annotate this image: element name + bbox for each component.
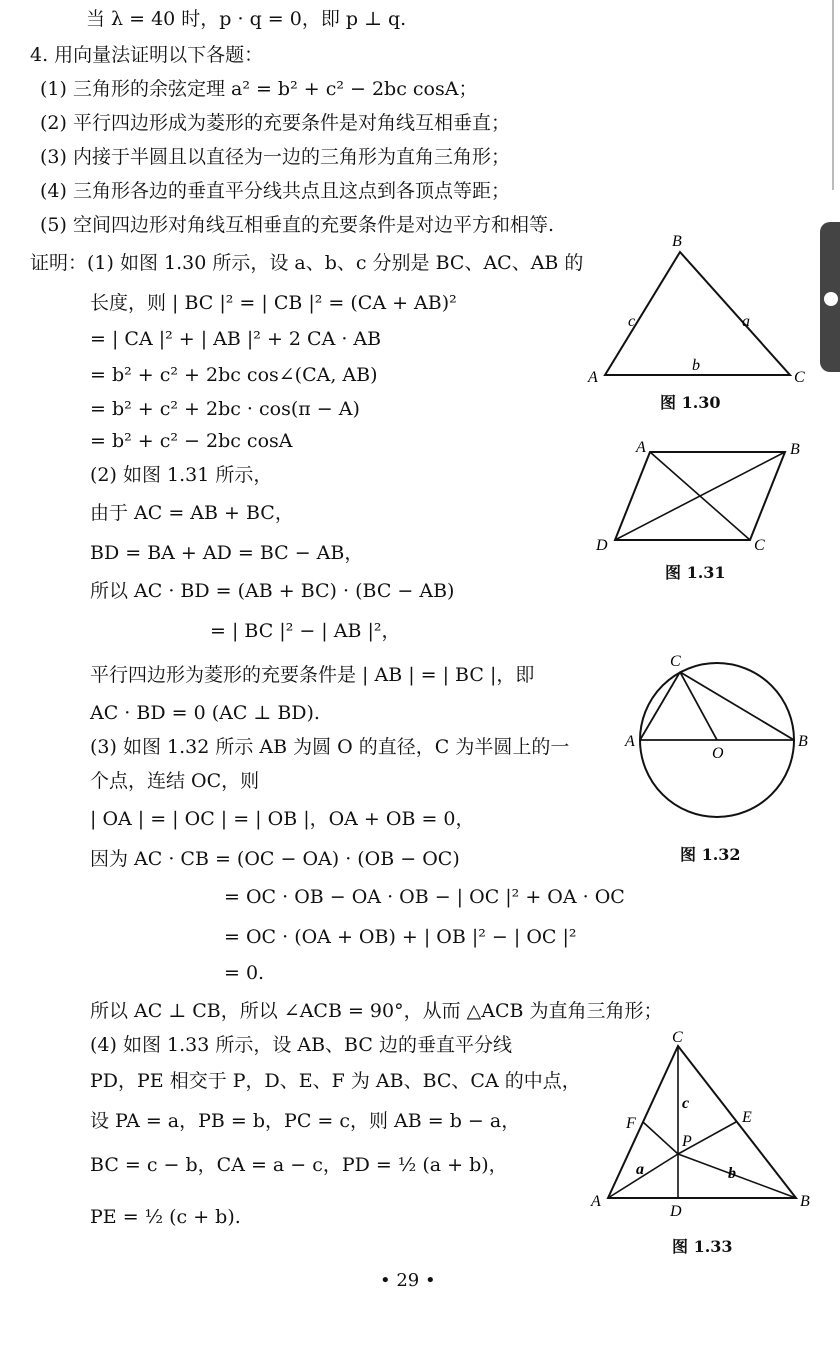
figure-1-33 [586,1028,816,1218]
proof-line-6: = b² + c² − 2bc cosA [90,430,293,452]
label-vec-b: b [728,1165,736,1182]
figure-1-31-caption: 图 1.31 [665,563,726,582]
proof-line-22: (4) 如图 1.33 所示，设 AB、BC 边的垂直平分线 [90,1034,512,1056]
figure-1-32 [622,650,822,840]
problem-item-2: (2) 平行四边形成为菱形的充要条件是对角线互相垂直； [40,112,510,134]
label-D: D [596,537,608,554]
label-A: A [588,369,598,386]
label-B: B [798,733,808,750]
proof-line-24: 设 PA = a，PB = b，PC = c，则 AB = b − a， [90,1110,521,1132]
chapter-tab-dot [824,292,838,306]
figure-1-31 [590,436,820,556]
problem-item-3: (3) 内接于半圆且以直径为一边的三角形为直角三角形； [40,146,510,168]
problem-item-1: (1) 三角形的余弦定理 a² = b² + c² − 2bc cosA； [40,78,478,100]
label-B: B [800,1193,810,1210]
problem-heading: 4. 用向量法证明以下各题： [30,44,264,66]
proof-line-8: 由于 AC = AB + BC， [90,502,294,524]
label-side-a: a [742,313,750,330]
figure-1-30 [580,230,810,390]
segment-cb [680,672,794,740]
figure-1-33-caption: 图 1.33 [672,1237,733,1256]
proof-line-9: BD = BA + AD = BC − AB， [90,542,364,564]
diagonal-bd [615,452,785,540]
label-C: C [670,653,681,670]
label-vec-a: a [636,1161,644,1178]
proof-line-4: = b² + c² + 2bc cos∠(CA, AB) [90,364,378,386]
proof-line-21: 所以 AC ⊥ CB，所以 ∠ACB = 90°，从而 △ACB 为直角三角形； [90,1000,663,1022]
figure-1-30-caption: 图 1.30 [660,393,721,412]
proof-line-10: 所以 AC · BD = (AB + BC) · (BC − AB) [90,580,455,602]
label-vec-c: c [682,1095,690,1112]
label-E: E [742,1109,752,1126]
problem-item-5: (5) 空间四边形对角线互相垂直的充要条件是对边平方和相等. [40,214,554,236]
label-A: A [636,439,646,456]
label-C: C [754,537,765,554]
label-B: B [790,441,800,458]
proof-line-7: (2) 如图 1.31 所示， [90,464,273,486]
label-side-b: b [692,357,700,374]
proof-line-2: 长度，则 | BC |² = | CB |² = (CA + AB)² [90,292,457,314]
proof-line-17: 因为 AC · CB = (OC − OA) · (OB − OC) [90,848,460,870]
text-line-0: 当 λ = 40 时，p · q = 0，即 p ⊥ q. [86,8,407,30]
proof-line-15: 个点，连结 OC，则 [90,770,260,792]
proof-line-5: = b² + c² + 2bc · cos(π − A) [90,398,360,420]
proof-line-16: | OA | = | OC | = | OB |，OA + OB = 0， [90,808,475,830]
figure-1-32-caption: 图 1.32 [680,845,741,864]
proof-line-3: = | CA |² + | AB |² + 2 CA · AB [90,328,382,350]
label-P: P [682,1133,692,1150]
label-C: C [672,1029,683,1046]
label-O: O [712,745,724,762]
label-B: B [672,233,682,250]
proof-line-13: AC · BD = 0 (AC ⊥ BD). [90,702,320,724]
proof-line-14: (3) 如图 1.32 所示 AB 为圆 O 的直径，C 为半圆上的一 [90,736,570,758]
proof-line-1: 证明：(1) 如图 1.30 所示，设 a、b、c 分别是 BC、AC、AB 的 [30,252,584,274]
segment-ac [640,672,680,740]
label-D: D [670,1203,682,1218]
proof-line-20: = 0. [224,962,265,984]
proof-line-26: PE = ½ (c + b). [90,1206,241,1228]
page-number: • 29 • [380,1270,436,1291]
page-edge-line [832,0,834,190]
label-F: F [626,1115,636,1132]
label-side-c: c [628,313,636,330]
label-A: A [591,1193,601,1210]
proof-line-23: PD，PE 相交于 P，D、E、F 为 AB、BC、CA 的中点， [90,1070,581,1092]
problem-item-4: (4) 三角形各边的垂直平分线共点且这点到各顶点等距； [40,180,510,202]
proof-line-12: 平行四边形为菱形的充要条件是 | AB | = | BC |，即 [90,664,535,686]
label-C: C [794,369,805,386]
label-A: A [625,733,635,750]
proof-line-25: BC = c − b，CA = a − c，PD = ½ (a + b)， [90,1154,508,1176]
proof-line-19: = OC · (OA + OB) + | OB |² − | OC |² [224,926,577,948]
proof-line-11: = | BC |² − | AB |²， [210,620,401,642]
proof-line-18: = OC · OB − OA · OB − | OC |² + OA · OC [224,886,625,908]
segment-pf [643,1122,678,1154]
